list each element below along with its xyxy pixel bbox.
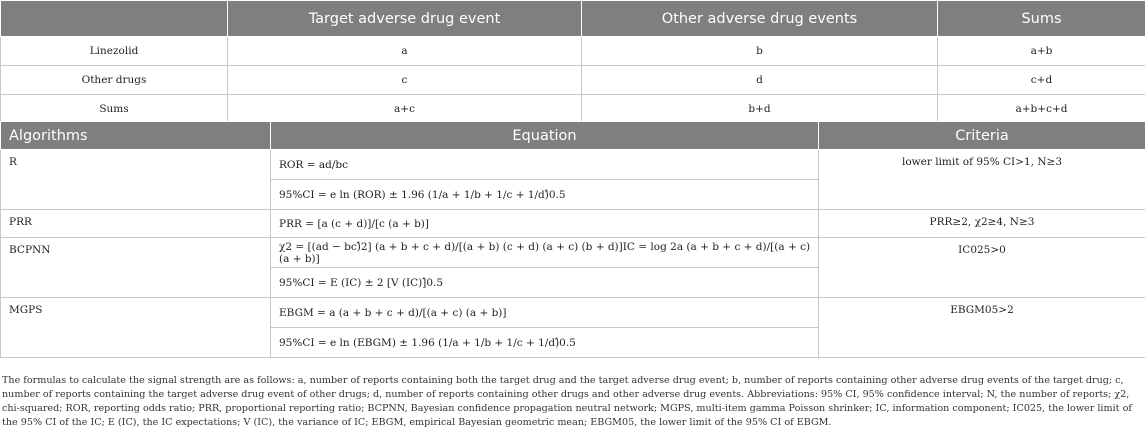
table-cell: a+b [938,37,1145,66]
equation-cell: 95%CI = e ln (ROR) ± 1.96 (1/a + 1/b + 1/c + 1/d)̂0.5 [271,180,819,210]
table-row [1,210,1145,238]
algorithms-table [0,121,1145,358]
table-row [1,66,1145,95]
row-label: Linezolid [1,37,228,66]
equation-cell: EBGM = a (a + b + c + d)/[(a + c) (a + b)] [271,298,819,328]
algorithms-header-row [1,122,1145,150]
table-cell: a [228,37,582,66]
algorithms-header-name: Algorithms [1,122,271,150]
table-row [1,95,1145,124]
equation-cell: 95%CI = E (IC) ± 2 [V (IC)]̂0.5 [271,268,819,298]
criteria-cell: IC025>0 [819,238,1145,298]
algorithms-header-equation: Equation [271,122,819,150]
table-footnote: The formulas to calculate the signal strength are as follows: a, number of reports containing both the target drug and the target adverse drug event; b, number of reports containing other adverse drug events of the target drug; c, number of reports containing the target adverse drug event of other drugs; d, number of reports containing other drugs and other adverse drug events. Abbreviations: 95% CI, 95% confidence interval; N, the number of reports; χ2, chi-squared; ROR, reporting odds ratio; PRR, proportional reporting ratio; BCPNN, Bayesian confidence propagation neutral network; MGPS, multi-item gamma Poisson shrinker; IC, information component; IC025, the lower limit of the 95% CI of the IC; E (IC), the IC expectations; V (IC), the variance of IC; EBGM, empirical Bayesian geometric mean; EBGM05, the lower limit of the 95% CI of EBGM. [2,375,1132,428]
table-cell: a+c [228,95,582,124]
table-cell: a+b+c+d [938,95,1145,124]
contingency-header-target: Target adverse drug event [228,1,582,37]
table-row [1,298,1145,328]
algorithm-name: PRR [1,210,271,238]
contingency-header-row [1,1,1145,37]
contingency-header-other: Other adverse drug events [582,1,938,37]
algorithms-header-criteria: Criteria [819,122,1145,150]
equation-cell: PRR = [a (c + d)]/[c (a + b)] [271,210,819,238]
table-row [1,37,1145,66]
equation-cell: χ2 = [(ad − bc)̂2] (a + b + c + d)/[(a + b) (c + d) (a + c) (b + d)]IC = log 2a (a + b + c + d)/[(a + c) (a + b)] [271,238,819,268]
equation-cell: ROR = ad/bc [271,150,819,180]
criteria-cell: PRR≥2, χ2≥4, N≥3 [819,210,1145,238]
criteria-cell: lower limit of 95% CI>1, N≥3 [819,150,1145,210]
contingency-table [0,0,1145,124]
row-label: Other drugs [1,66,228,95]
table-row [1,150,1145,180]
contingency-header-sums: Sums [938,1,1145,37]
table-cell: b [582,37,938,66]
algorithm-name: BCPNN [1,238,271,298]
algorithm-name: R [1,150,271,210]
row-label: Sums [1,95,228,124]
algorithm-name: MGPS [1,298,271,358]
table-cell: b+d [582,95,938,124]
table-cell: c+d [938,66,1145,95]
table-cell: d [582,66,938,95]
criteria-cell: EBGM05>2 [819,298,1145,358]
table-row [1,238,1145,268]
table-cell: c [228,66,582,95]
equation-cell: 95%CI = e ln (EBGM) ± 1.96 (1/a + 1/b + 1/c + 1/d)̂0.5 [271,328,819,358]
contingency-header-blank [1,1,228,37]
